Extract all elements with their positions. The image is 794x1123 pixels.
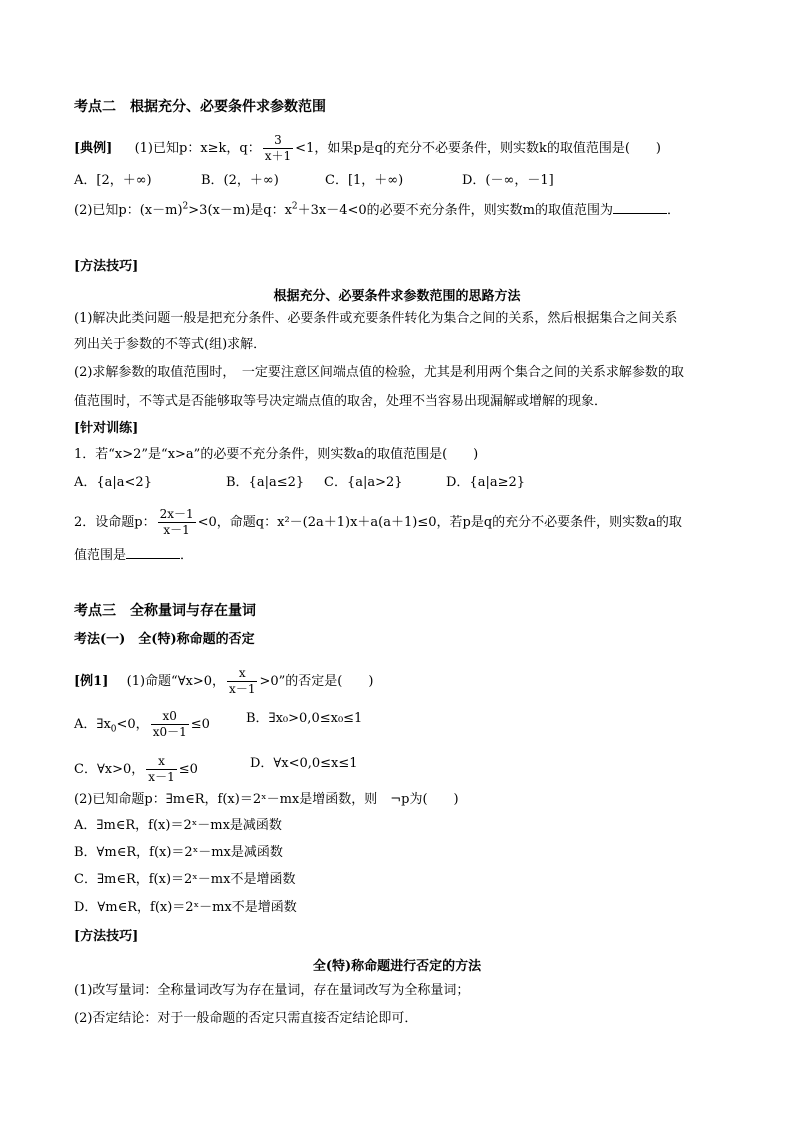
q2-choice-B: B．∀m∈R，f(x)＝2ˣ－mx是减函数 (74, 845, 283, 860)
choice-C: C．[1，＋∞) (325, 173, 404, 188)
answer-blank (613, 201, 667, 214)
example-1-question: [例1] (1)命题“∀x>0， $\frac{x}{x-1}$ >0”的否定是( ) (74, 666, 374, 696)
training-choice-A: A．{a|a<2} (74, 475, 152, 490)
training-choice-D: D．{a|a≥2} (446, 475, 526, 490)
ex1-choice-B: B．∃x₀>0,0≤x₀≤1 (246, 711, 363, 726)
method2-item-2: (2)否定结论：对于一般命题的否定只需直接否定结论即可． (74, 1011, 418, 1026)
fraction: $\frac{x0}{x0-1}$ (152, 709, 187, 739)
example-question-2: (2)已知p：$(x-m)^2>3(x-m)$是q：$x^2+3x-4<0$的必要不充分条件，则实数m的取值范围为 ． (74, 201, 681, 218)
training-choice-C: C．{a|a>2} (324, 475, 403, 490)
q2-choice-A: A．∃m∈R，f(x)＝2ˣ－mx是减函数 (74, 818, 282, 833)
example-question-1: [典例] (1)已知p：x≥k，q： $\frac{3}{x+1}$ <1，如果p是q的充分不必要条件，则实数k的取值范围是( ) (74, 133, 662, 163)
method-item-1-line-2: 列出关于参数的不等式(组)求解． (74, 337, 267, 352)
method-item-1-line-1: (1)解决此类问题一般是把充分条件、必要条件或充要条件转化为集合之间的关系，然后根据集合之间关系 (74, 311, 678, 326)
choice-D: D．(－∞，－1] (462, 173, 554, 188)
training-choice-B: B．{a|a≤2} (226, 475, 305, 490)
ex1-choice-D: D．∀x<0,0≤x≤1 (250, 756, 358, 771)
training-question-2-line-2: 值范围是 ． (74, 548, 194, 563)
method2-item-1: (1)改写量词：全称量词改写为存在量词，存在量词改写为全称量词； (74, 983, 470, 998)
choice-A: A．[2，＋∞) (74, 173, 152, 188)
ex1-choice-A: A．$\exists x_0<0$， $\frac{x0}{x0-1}$ ≤0 (74, 709, 210, 739)
method-item-2-line-2: 值范围时，不等式是否能够取等号决定端点值的取舍，处理不当容易出现漏解或增解的现象． (74, 394, 608, 409)
fraction: $\frac{3}{x+1}$ (264, 133, 292, 163)
answer-blank (126, 546, 180, 559)
example-tag: [典例] (74, 141, 113, 156)
section-title-kaodian2: 考点二 根据充分、必要条件求参数范围 (74, 99, 326, 115)
q2-choice-D: D．∀m∈R，f(x)＝2ˣ－mx不是增函数 (74, 900, 297, 915)
fraction: $\frac{2x-1}{x-1}$ (159, 507, 194, 537)
method-tag: [方法技巧] (74, 259, 139, 274)
training-question-1: 1．若“x>2”是“x>a”的必要不充分条件，则实数a的取值范围是( ) (74, 447, 479, 462)
method-tag-2: [方法技巧] (74, 929, 139, 944)
method-item-2-line-1: (2)求解参数的取值范围时， 一定要注意区间端点值的检验，尤其是利用两个集合之间的关系求解参数的取 (74, 365, 684, 380)
kaofa-heading: 考法(一) 全(特)称命题的否定 (74, 632, 255, 647)
example-1-question-2: (2)已知命题p：∃m∈R，f(x)＝2ˣ－mx是增函数，则 ¬p为( ) (74, 792, 459, 807)
fraction: $\frac{x}{x-1}$ (229, 666, 256, 696)
method-title: 根据充分、必要条件求参数范围的思路方法 (273, 289, 521, 304)
method-title-2: 全(特)称命题进行否定的方法 (312, 959, 482, 974)
training-question-2: 2．设命题p： $\frac{2x-1}{x-1}$ <0，命题q：x²－(2a＋1)x＋a(a＋1)≤0，若p是q的充分不必要条件，则实数a的取 (74, 507, 682, 537)
section-title-kaodian3: 考点三 全称量词与存在量词 (74, 603, 256, 619)
training-tag: [针对训练] (74, 421, 139, 436)
choice-B: B．(2，＋∞) (201, 173, 279, 188)
q2-choice-C: C．∃m∈R，f(x)＝2ˣ－mx不是增函数 (74, 872, 296, 887)
ex1-choice-C: C．∀x>0， $\frac{x}{x-1}$ ≤0 (74, 754, 198, 784)
fraction: $\frac{x}{x-1}$ (148, 754, 175, 784)
